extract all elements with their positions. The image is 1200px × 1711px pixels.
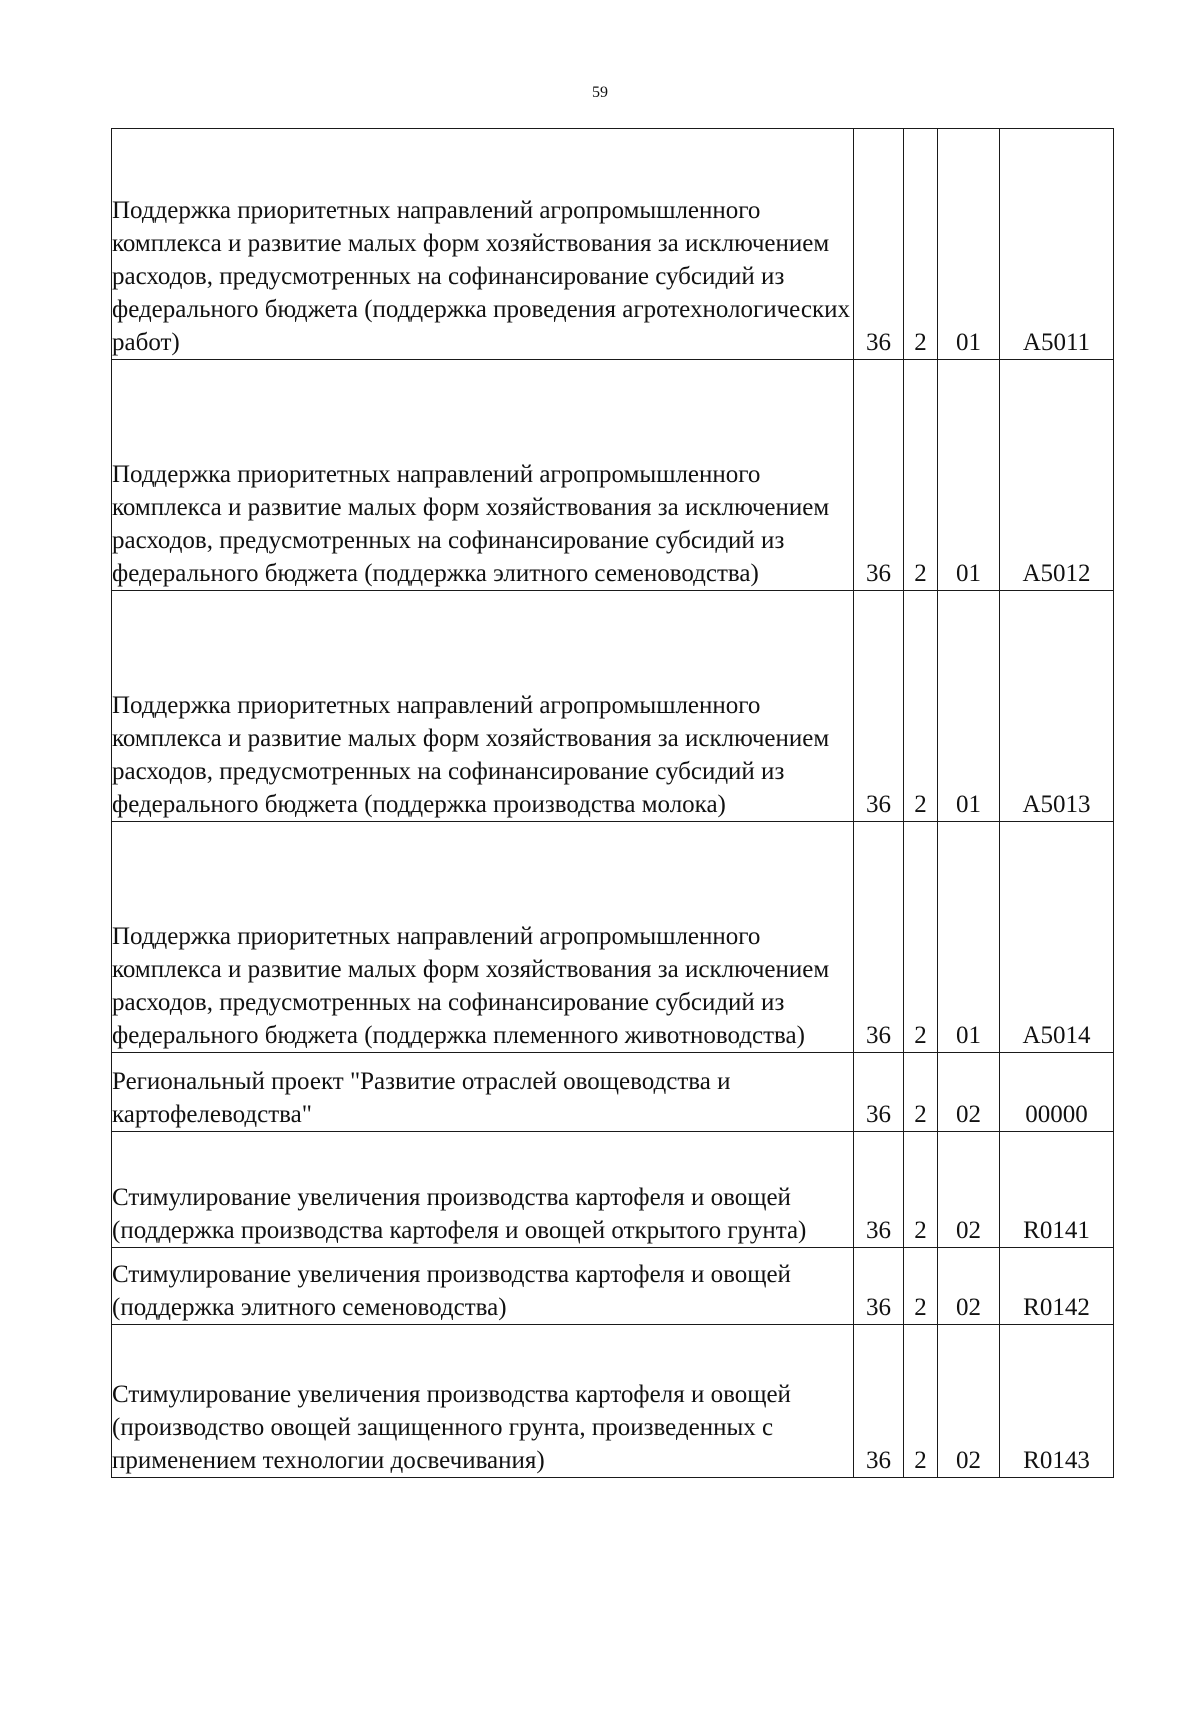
row-description: Стимулирование увеличения производства картофеля и овощей (поддержка производства картофеля и овощей открытого грунта): [112, 1132, 854, 1248]
row-description: Поддержка приоритетных направлений агропромышленного комплекса и развитие малых форм хозяйствования за исключением расходов, предусмотренных на софинансирование субсидий из федерального бюджета (поддержка элитного семеноводства): [112, 360, 854, 591]
table-row: [112, 822, 1114, 1053]
direction-code: A5013: [1000, 591, 1114, 822]
main-event-code: 01: [938, 822, 1000, 1053]
row-description: Поддержка приоритетных направлений агропромышленного комплекса и развитие малых форм хозяйствования за исключением расходов, предусмотренных на софинансирование субсидий из федерального бюджета (поддержка племенного животноводства): [112, 822, 854, 1053]
table-row: [112, 1053, 1114, 1132]
main-event-code: 02: [938, 1132, 1000, 1248]
program-code: 36: [854, 360, 904, 591]
program-code: 36: [854, 822, 904, 1053]
direction-code: R0142: [1000, 1248, 1114, 1325]
subprogram-code: 2: [904, 360, 938, 591]
main-event-code: 02: [938, 1248, 1000, 1325]
row-description: Стимулирование увеличения производства картофеля и овощей (поддержка элитного семеноводства): [112, 1248, 854, 1325]
budget-classification-table: [111, 128, 1114, 1478]
program-code: 36: [854, 129, 904, 360]
subprogram-code: 2: [904, 129, 938, 360]
program-code: 36: [854, 1132, 904, 1248]
subprogram-code: 2: [904, 1132, 938, 1248]
direction-code: A5011: [1000, 129, 1114, 360]
direction-code: 00000: [1000, 1053, 1114, 1132]
row-description: Стимулирование увеличения производства картофеля и овощей (производство овощей защищенного грунта, произведенных с применением технологии досвечивания): [112, 1325, 854, 1478]
subprogram-code: 2: [904, 1248, 938, 1325]
page-number: 59: [592, 84, 608, 101]
subprogram-code: 2: [904, 822, 938, 1053]
main-event-code: 02: [938, 1053, 1000, 1132]
subprogram-code: 2: [904, 1053, 938, 1132]
main-event-code: 01: [938, 591, 1000, 822]
table-row: [112, 1132, 1114, 1248]
program-code: 36: [854, 1325, 904, 1478]
main-event-code: 02: [938, 1325, 1000, 1478]
direction-code: A5012: [1000, 360, 1114, 591]
direction-code: R0143: [1000, 1325, 1114, 1478]
main-event-code: 01: [938, 360, 1000, 591]
row-description: Поддержка приоритетных направлений агропромышленного комплекса и развитие малых форм хозяйствования за исключением расходов, предусмотренных на софинансирование субсидий из федерального бюджета (поддержка производства молока): [112, 591, 854, 822]
direction-code: A5014: [1000, 822, 1114, 1053]
program-code: 36: [854, 1248, 904, 1325]
subprogram-code: 2: [904, 1325, 938, 1478]
table-row: [112, 1325, 1114, 1478]
table-row: [112, 360, 1114, 591]
program-code: 36: [854, 591, 904, 822]
direction-code: R0141: [1000, 1132, 1114, 1248]
table-row: [112, 129, 1114, 360]
main-event-code: 01: [938, 129, 1000, 360]
subprogram-code: 2: [904, 591, 938, 822]
table-row: [112, 1248, 1114, 1325]
table-row: [112, 591, 1114, 822]
program-code: 36: [854, 1053, 904, 1132]
row-description: Региональный проект "Развитие отраслей овощеводства и картофелеводства": [112, 1053, 854, 1132]
row-description: Поддержка приоритетных направлений агропромышленного комплекса и развитие малых форм хозяйствования за исключением расходов, предусмотренных на софинансирование субсидий из федерального бюджета (поддержка проведения агротехнологических работ): [112, 129, 854, 360]
